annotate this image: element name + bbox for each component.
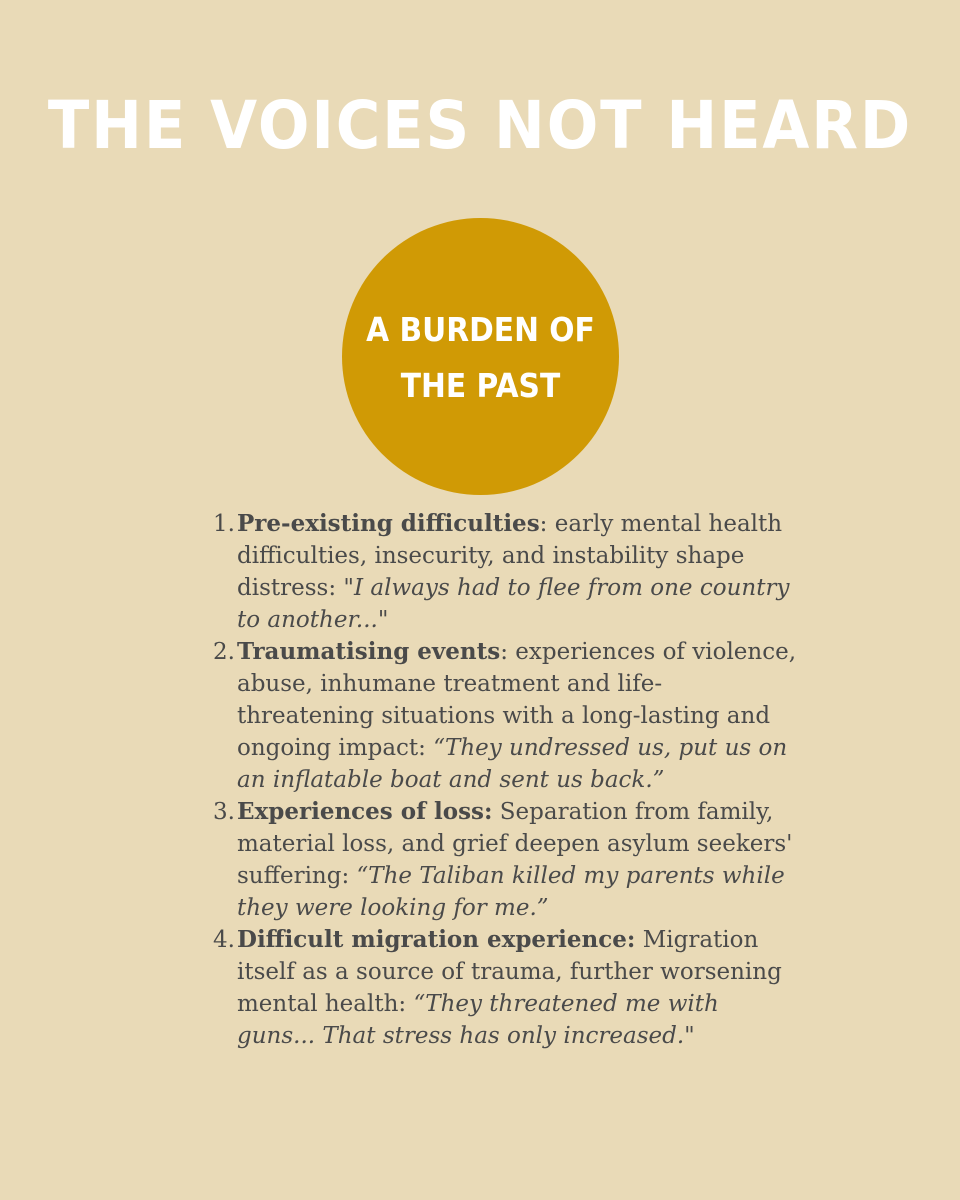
item-term: Difficult migration experience: [237,926,636,953]
item-separator: : [500,639,508,665]
item-description: early mental health difficulties, insecurity, and instability shape distress: [237,511,783,601]
points-list [213,508,797,1052]
item-quote: "I always had to flee from one country to another..." [237,575,790,633]
item-number: 2. [213,639,235,665]
item-quote: “They undressed us, put us on an inflatable boat and sent us back.” [237,735,788,793]
list-item [213,796,797,924]
item-separator: : [539,511,548,537]
page-title: THE VOICES NOT HEARD [47,87,913,164]
item-term: Experiences of loss: [237,798,493,825]
list-item [213,924,797,1052]
list-item [213,636,797,796]
list-item [213,508,797,636]
item-number: 3. [213,799,235,825]
item-quote: “They threatened me with guns... That stress has only increased." [237,991,719,1049]
item-number: 1. [213,511,235,537]
item-term: Traumatising events [237,638,501,665]
circle-subtitle: A BURDEN OF THE PAST [366,310,595,405]
item-quote: “The Taliban killed my parents while they were looking for me.” [237,863,785,921]
item-description: Separation from family, material loss, and grief deepen asylum seekers' suffering: [237,799,793,889]
item-description: experiences of violence, abuse, inhumane treatment and life-threatening situations with a long-lasting and ongoing impact: [237,639,797,761]
item-number: 4. [213,927,235,953]
item-term: Pre-existing difficulties [237,510,540,537]
item-description: Migration itself as a source of trauma, further worsening mental health: [237,927,782,1017]
